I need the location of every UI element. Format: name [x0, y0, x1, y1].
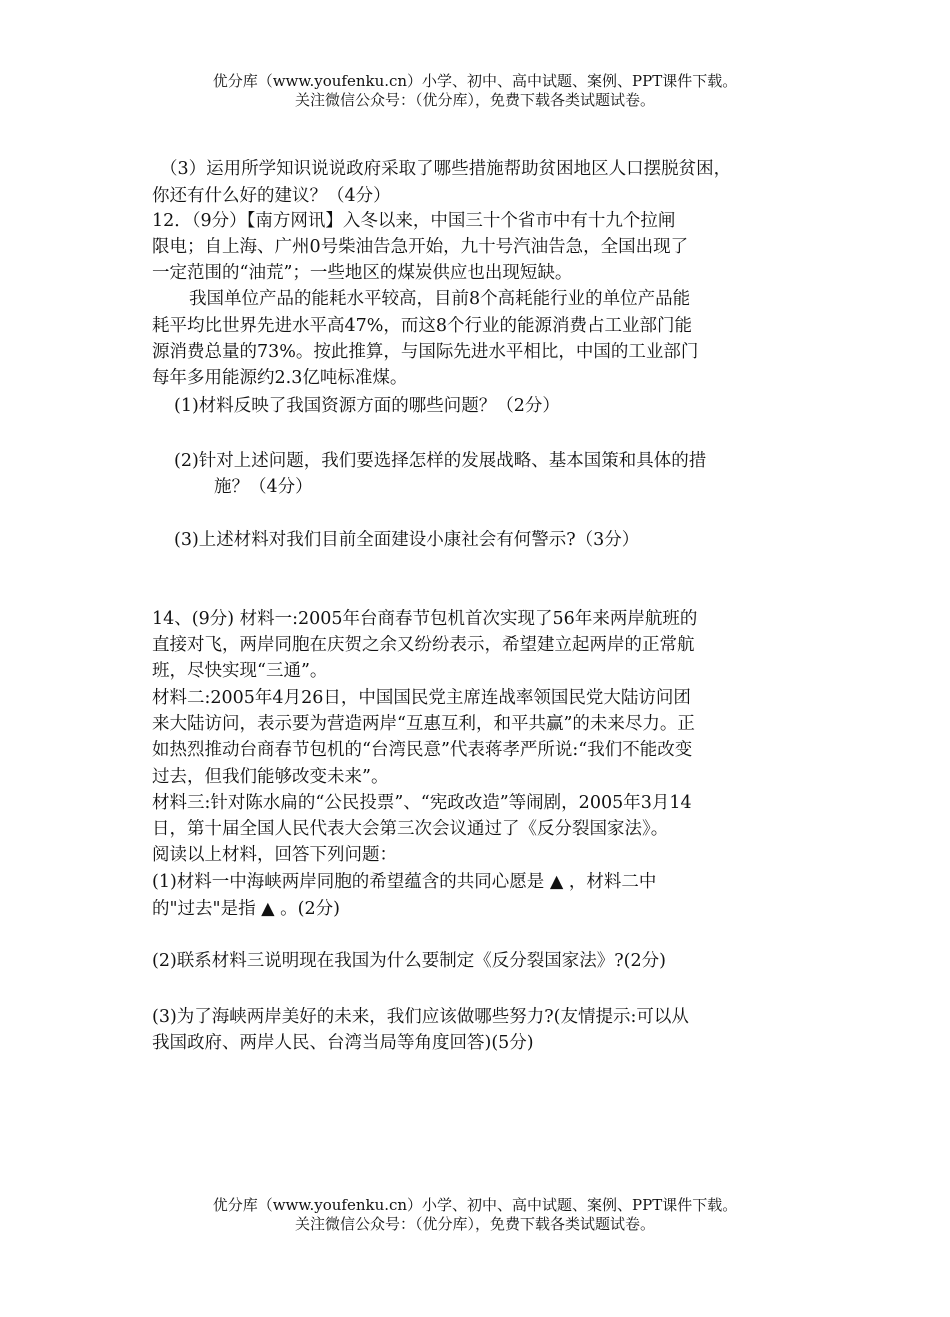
material-2: 材料二:2005年4月26日，中国国民党主席连战率领国民党大陆访问团	[152, 688, 691, 708]
question-14-sub-1: (1)材料一中海峡两岸同胞的希望蕴含的共同心愿是 ▲ ，材料二中	[152, 872, 657, 892]
text-line: 的"过去"是指 ▲ 。(2分)	[152, 899, 340, 919]
text-line: 阅读以上材料，回答下列问题：	[152, 845, 397, 865]
text-line: 每年多用能源约2.3亿吨标准煤。	[152, 368, 408, 388]
text-line: 我国政府、两岸人民、台湾当局等角度回答)(5分)	[152, 1033, 534, 1053]
footer-line-2: 关注微信公众号：（优分库），免费下载各类试题试卷。	[294, 1215, 655, 1233]
footer-line-1: 优分库（www.youfenku.cn）小学、初中、高中试题、案例、PPT课件下载。	[212, 1196, 738, 1214]
question-12-sub-2: (2)针对上述问题，我们要选择怎样的发展战略、基本国策和具体的措	[174, 451, 707, 471]
page-header	[0, 72, 950, 110]
text-line: 日，第十届全国人民代表大会第三次会议通过了《反分裂国家法》。	[152, 819, 669, 839]
question-12-sub-3: (3)上述材料对我们目前全面建设小康社会有何警示?（3分）	[174, 530, 640, 550]
question-14-stem: 14、(9分) 材料一:2005年台商春节包机首次实现了56年来两岸航班的	[152, 609, 698, 629]
text-line: 一定范围的“油荒”；一些地区的煤炭供应也出现短缺。	[152, 263, 573, 283]
question-12-sub-1: (1)材料反映了我国资源方面的哪些问题？（2分）	[174, 396, 560, 416]
text-line: 如热烈推动台商春节包机的“台湾民意”代表蒋孝严所说:“我们不能改变	[152, 740, 693, 760]
material-3: 材料三:针对陈水扁的“公民投票”、“宪政改造”等闹剧，2005年3月14	[152, 793, 692, 813]
text-line: 限电；自上海、广州0号柴油告急开始，九十号汽油告急，全国出现了	[152, 237, 689, 257]
question-14-sub-2: (2)联系材料三说明现在我国为什么要制定《反分裂国家法》?(2分)	[152, 951, 666, 971]
header-line-1: 优分库（www.youfenku.cn）小学、初中、高中试题、案例、PPT课件下载。	[212, 72, 738, 90]
text-line: 直接对飞，两岸同胞在庆贺之余又纷纷表示，希望建立起两岸的正常航	[152, 635, 695, 655]
question-14-sub-3: (3)为了海峡两岸美好的未来，我们应该做哪些努力?(友情提示:可以从	[152, 1007, 689, 1027]
text-line: 班，尽快实现“三通”。	[152, 661, 328, 681]
page-footer	[0, 1196, 950, 1234]
text-line: 我国单位产品的能耗水平较高，目前8个高耗能行业的单位产品能	[189, 289, 691, 309]
text-line: 你还有什么好的建议？（4分）	[152, 186, 391, 206]
question-12-stem: 12．（9分）【南方网讯】入冬以来，中国三十个省市中有十九个拉闸	[152, 211, 676, 231]
text-line: 源消费总量的73%。按此推算，与国际先进水平相比，中国的工业部门	[152, 342, 699, 362]
text-line: 耗平均比世界先进水平高47%，而这8个行业的能源消费占工业部门能	[152, 316, 693, 336]
text-line: （3）运用所学知识说说政府采取了哪些措施帮助贫困地区人口摆脱贫困，	[160, 159, 732, 179]
text-line: 来大陆访问，表示要为营造两岸“互惠互利，和平共赢”的未来尽力。正	[152, 714, 695, 734]
text-line: 施？（4分）	[214, 477, 313, 497]
text-line: 过去，但我们能够改变未来”。	[152, 767, 389, 787]
header-line-2: 关注微信公众号：（优分库），免费下载各类试题试卷。	[294, 91, 655, 109]
